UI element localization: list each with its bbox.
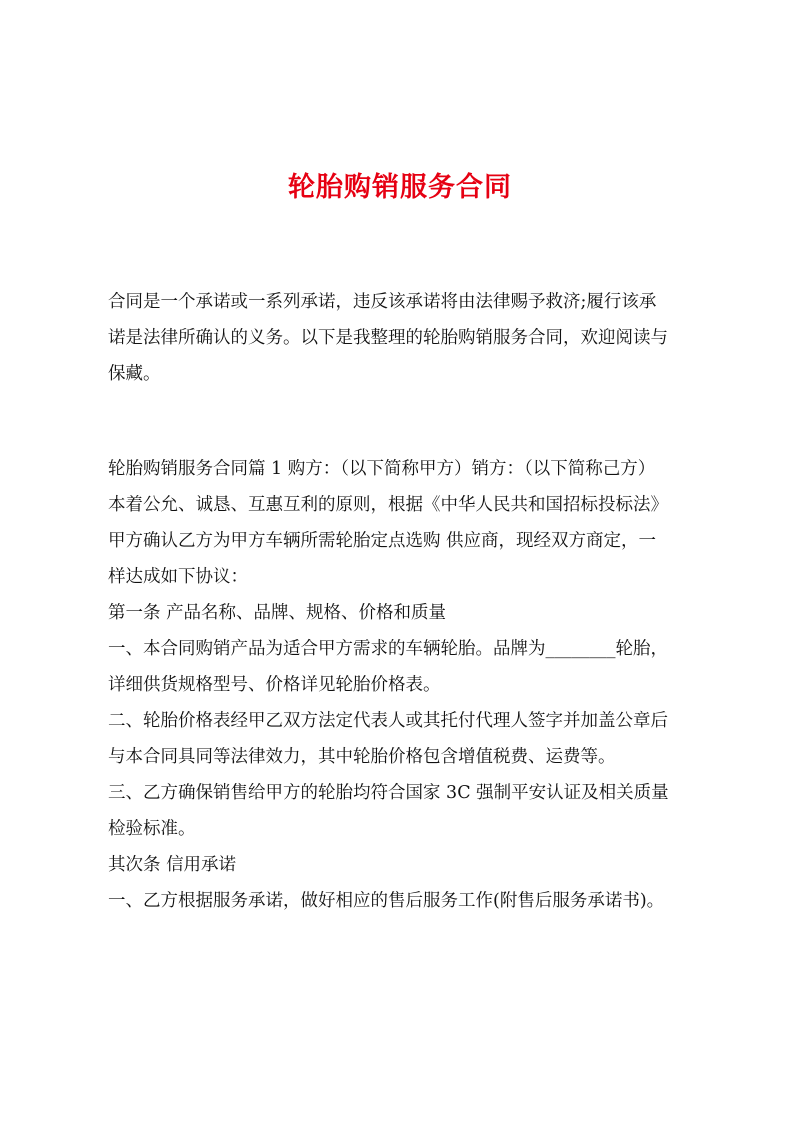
contract-line: 甲方确认乙方为甲方车辆所需轮胎定点选购 供应商，现经双方商定，一 — [108, 531, 657, 551]
document-title: 轮胎购销服务合同 — [288, 172, 512, 203]
article-heading: 第一条 产品名称、品牌、规格、价格和质量 — [108, 603, 447, 623]
contract-line: 一、乙方根据服务承诺，做好相应的售后服务工作(附售后服务承诺书)。 — [108, 891, 665, 911]
intro-paragraph — [108, 284, 708, 392]
contract-body — [108, 451, 708, 919]
contract-line: 与本合同具同等法律效力，其中轮胎价格包含增值税费、运费等。 — [108, 747, 616, 767]
intro-line: 诺是法律所确认的义务。以下是我整理的轮胎购销服务合同，欢迎阅读与 — [108, 328, 668, 348]
contract-line: 本着公允、诚恳、互惠互利的原则，根据《中华人民共和国招标投标法》 — [108, 495, 668, 515]
contract-line: 样达成如下协议： — [108, 567, 248, 587]
contract-line: 二、轮胎价格表经甲乙双方法定代表人或其托付代理人签字并加盖公章后 — [108, 711, 668, 731]
contract-line: 一、本合同购销产品为适合甲方需求的车辆轮胎。品牌为________轮胎， — [108, 639, 668, 659]
contract-line: 详细供货规格型号、价格详见轮胎价格表。 — [108, 675, 441, 695]
intro-line: 保藏。 — [108, 364, 161, 384]
article-heading: 其次条 信用承诺 — [108, 855, 237, 875]
intro-line: 合同是一个承诺或一系列承诺，违反该承诺将由法律赐予救济;履行该承 — [108, 292, 657, 312]
contract-line: 检验标准。 — [108, 819, 196, 839]
contract-line: 三、乙方确保销售给甲方的轮胎均符合国家 3C 强制平安认证及相关质量 — [108, 783, 669, 803]
contract-line: 轮胎购销服务合同篇 1 购方：（以下简称甲方）销方：（以下简称己方） — [108, 459, 656, 479]
